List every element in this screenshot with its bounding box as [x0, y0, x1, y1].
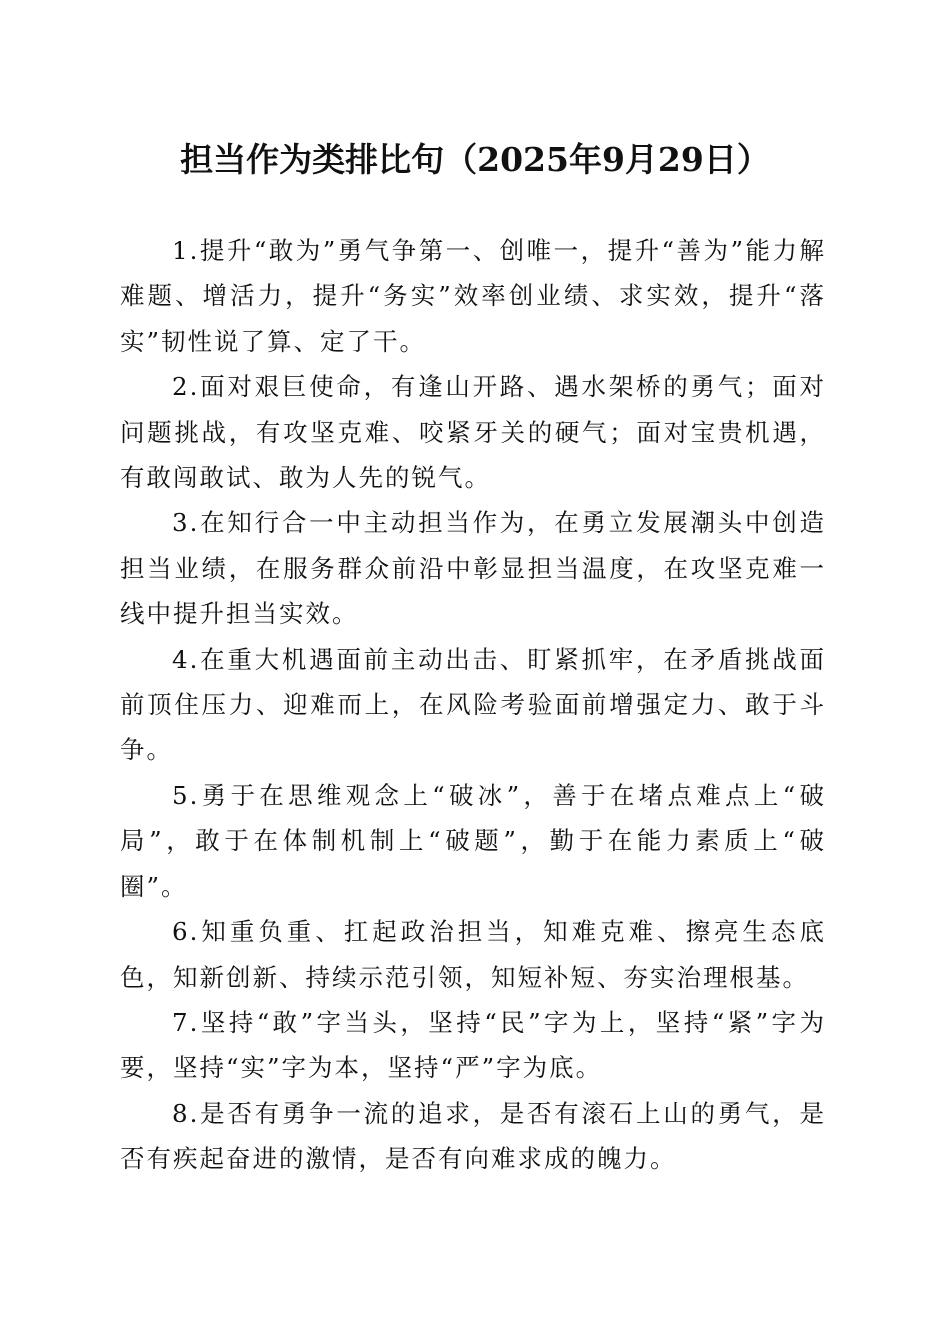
paragraph-7: 7.坚持“敢”字当头，坚持“民”字为上，坚持“紧”字为要，坚持“实”字为本，坚持“严”字为底。 [120, 1007, 826, 1083]
paragraph-5: 5.勇于在思维观念上“破冰”，善于在堵点难点上“破局”，敢于在体制机制上“破题”，勤于在能力素质上“破圈”。 [120, 780, 826, 901]
paragraph-6: 6.知重负重、扛起政治担当，知难克难、擦亮生态底色，知新创新、持续示范引领，知短补短、夯实治理根基。 [120, 917, 826, 992]
paragraph-4: 4.在重大机遇面前主动出击、盯紧抓牢，在矛盾挑战面前顶住压力、迎难而上，在风险考验面前增强定力、敢于斗争。 [120, 644, 826, 765]
paragraph-8: 8.是否有勇争一流的追求，是否有滚石上山的勇气，是否有疾起奋进的激情，是否有向难求成的魄力。 [120, 1098, 826, 1174]
document-title: 担当作为类排比句（2025年9月29日） [180, 140, 770, 179]
paragraph-3: 3.在知行合一中主动担当作为，在勇立发展潮头中创造担当业绩，在服务群众前沿中彰显担当温度，在攻坚克难一线中提升担当实效。 [120, 508, 826, 629]
document-body [120, 228, 826, 1182]
paragraph-2: 2.面对艰巨使命，有逢山开路、遇水架桥的勇气；面对问题挑战，有攻坚克难、咬紧牙关的硬气；面对宝贵机遇，有敢闯敢试、敢为人先的锐气。 [120, 372, 826, 493]
paragraph-1: 1.提升“敢为”勇气争第一、创唯一，提升“善为”能力解难题、增活力，提升“务实”效率创业绩、求实效，提升“落实”韧性说了算、定了干。 [120, 236, 826, 356]
